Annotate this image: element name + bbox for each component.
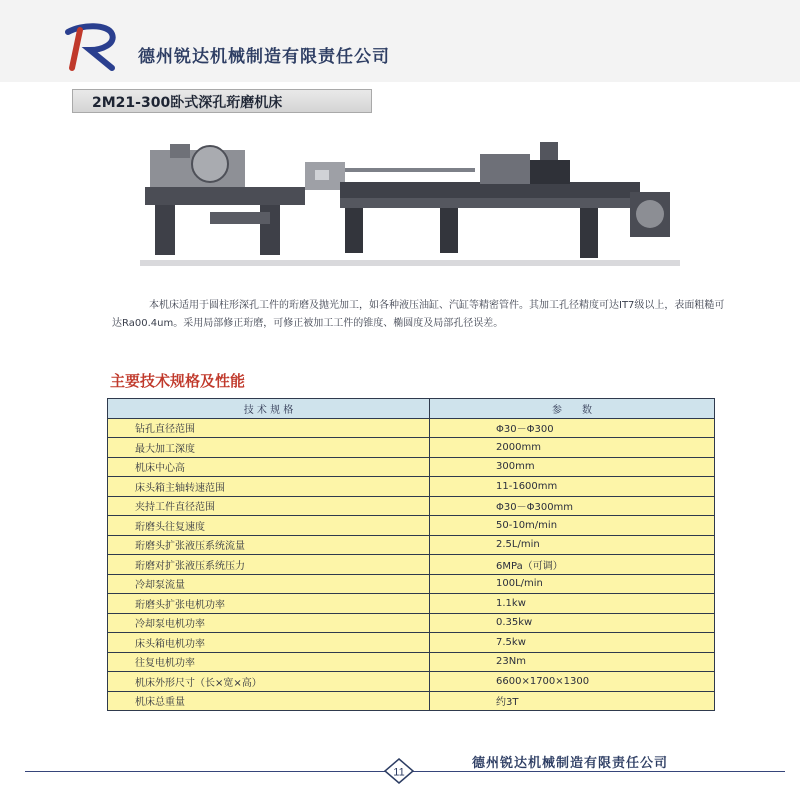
spec-value: 300mm: [430, 457, 715, 477]
spec-value: 50-10m/min: [430, 516, 715, 536]
table-row: [108, 516, 715, 536]
spec-value: 2.5L/min: [430, 535, 715, 555]
table-row: [108, 691, 715, 711]
spec-value: 6600×1700×1300: [430, 672, 715, 692]
spec-name: 珩磨头扩张液压系统流量: [108, 535, 430, 555]
spec-name: 床头箱主轴转速范围: [108, 477, 430, 497]
table-row: [108, 418, 715, 438]
spec-value: Φ30－Φ300: [430, 418, 715, 438]
spec-name: 夹持工件直径范围: [108, 496, 430, 516]
header-band: [0, 0, 800, 82]
spec-value: 100L/min: [430, 574, 715, 594]
spec-value: 23Nm: [430, 652, 715, 672]
spec-name: 珩磨头扩张电机功率: [108, 594, 430, 614]
spec-value: 1.1kw: [430, 594, 715, 614]
spec-name: 珩磨头往复速度: [108, 516, 430, 536]
table-row: [108, 613, 715, 633]
spec-value: 7.5kw: [430, 633, 715, 653]
spec-value: 6MPa（可调）: [430, 555, 715, 575]
table-row: [108, 555, 715, 575]
table-row: [108, 496, 715, 516]
table-header-row: [108, 399, 715, 419]
spec-name: 最大加工深度: [108, 438, 430, 458]
intro-paragraph: 本机床适用于圆柱形深孔工件的珩磨及抛光加工，如各种液压油缸、汽缸等精密管件。其加工孔径精度可达IT7级以上，表面粗糙可达Ra00.4um。采用局部修正珩磨，可修正被加工工件的锥度、椭圆度及局部孔径误差。: [112, 300, 725, 329]
table-row: [108, 574, 715, 594]
product-title: 2M21-300卧式深孔珩磨机床: [92, 95, 283, 111]
table-row: [108, 672, 715, 692]
spec-name: 钻孔直径范围: [108, 418, 430, 438]
spec-name: 往复电机功率: [108, 652, 430, 672]
spec-value: 约3T: [430, 691, 715, 711]
header-param: 参 数: [430, 399, 715, 419]
footer-company-name: 德州锐达机械制造有限责任公司: [472, 756, 669, 771]
spec-name: 机床外形尺寸（长×宽×高）: [108, 672, 430, 692]
spec-value: 11-1600mm: [430, 477, 715, 497]
spec-name: 机床总重量: [108, 691, 430, 711]
page-number-badge: [384, 758, 414, 784]
header-company-name: 德州锐达机械制造有限责任公司: [138, 47, 390, 67]
spec-value: 2000mm: [430, 438, 715, 458]
table-row: [108, 535, 715, 555]
machine-photo: [140, 132, 680, 277]
spec-name: 床头箱电机功率: [108, 633, 430, 653]
section-heading: 主要技术规格及性能: [110, 372, 246, 390]
table-row: [108, 652, 715, 672]
spec-name: 冷却泵流量: [108, 574, 430, 594]
spec-name: 冷却泵电机功率: [108, 613, 430, 633]
table-row: [108, 594, 715, 614]
table-row: [108, 438, 715, 458]
spec-name: 珩磨对扩张液压系统压力: [108, 555, 430, 575]
table-row: [108, 457, 715, 477]
spec-table: [107, 398, 715, 711]
company-logo: [62, 22, 120, 72]
header-spec: 技 术 规 格: [108, 399, 430, 419]
table-row: [108, 633, 715, 653]
table-row: [108, 477, 715, 497]
spec-name: 机床中心高: [108, 457, 430, 477]
spec-value: 0.35kw: [430, 613, 715, 633]
spec-value: Φ30－Φ300mm: [430, 496, 715, 516]
page-number: 11: [393, 766, 405, 779]
